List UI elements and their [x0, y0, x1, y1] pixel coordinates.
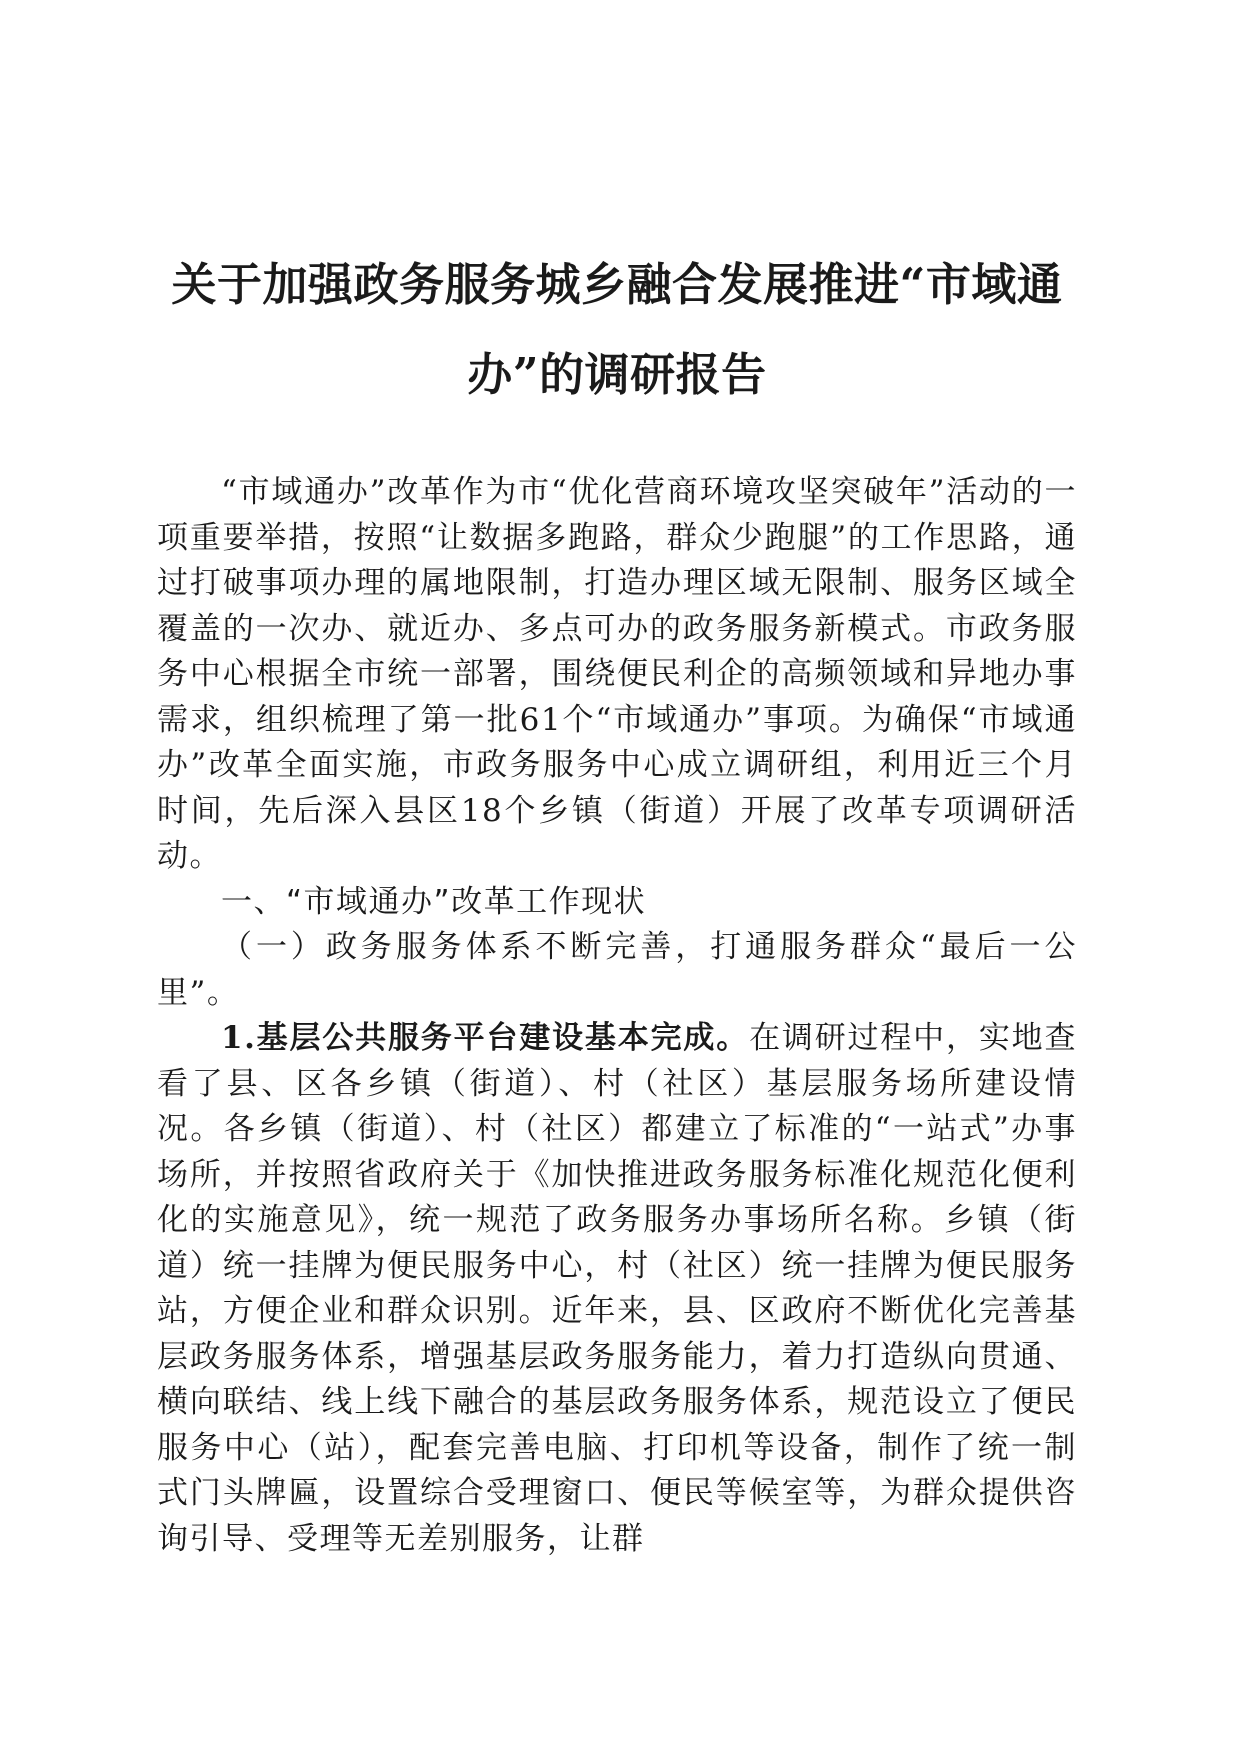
- section-heading: 一、“市域通办”改革工作现状: [221, 883, 647, 920]
- title-line-2: 办”的调研报告: [467, 348, 767, 401]
- document-body: [157, 470, 1077, 1562]
- subsection-heading: （一）政务服务体系不断完善，打通服务群众“最后一公里”。: [157, 929, 1077, 1011]
- document-page: [157, 0, 1077, 1754]
- title-line-1: 关于加强政务服务城乡融合发展推进“市域通: [171, 258, 1063, 311]
- intro-paragraph: “市域通办”改革作为市“优化营商环境攻坚突破年”活动的一项重要举措，按照“让数据多跑路，群众少跑腿”的工作思路，通过打破事项办理的属地限制，打造办理区域无限制、服务区域全覆盖的一次办、就近办、多点可办的政务服务新模式。市政务服务中心根据全市统一部署，围绕便民利企的高频领域和异地办事需求，组织梳理了第一批61个“市域通办”事项。为确保“市域通办”改革全面实施，市政务服务中心成立调研组，利用近三个月时间，先后深入县区18个乡镇（街道）开展了改革专项调研活动。: [157, 474, 1077, 874]
- item-text: 在调研过程中，实地查看了县、区各乡镇（街道）、村（社区）基层服务场所建设情况。各乡镇（街道）、村（社区）都建立了标准的“一站式”办事场所，并按照省政府关于《加快推进政务服务标准化规范化便利化的实施意见》，统一规范了政务服务办事场所名称。乡镇（街道）统一挂牌为便民服务中心，村（社区）统一挂牌为便民服务站，方便企业和群众识别。近年来，县、区政府不断优化完善基层政务服务体系，增强基层政务服务能力，着力打造纵向贯通、横向联结、线上线下融合的基层政务服务体系，规范设立了便民服务中心（站），配套完善电脑、打印机等设备，制作了统一制式门头牌匾，设置综合受理窗口、便民等候室等，为群众提供咨询引导、受理等无差别服务，让群: [157, 1020, 1077, 1557]
- item-paragraph: [157, 1016, 1077, 1562]
- document-title: [157, 240, 1077, 420]
- item-lead: 1.基层公共服务平台建设基本完成。: [221, 1020, 750, 1056]
